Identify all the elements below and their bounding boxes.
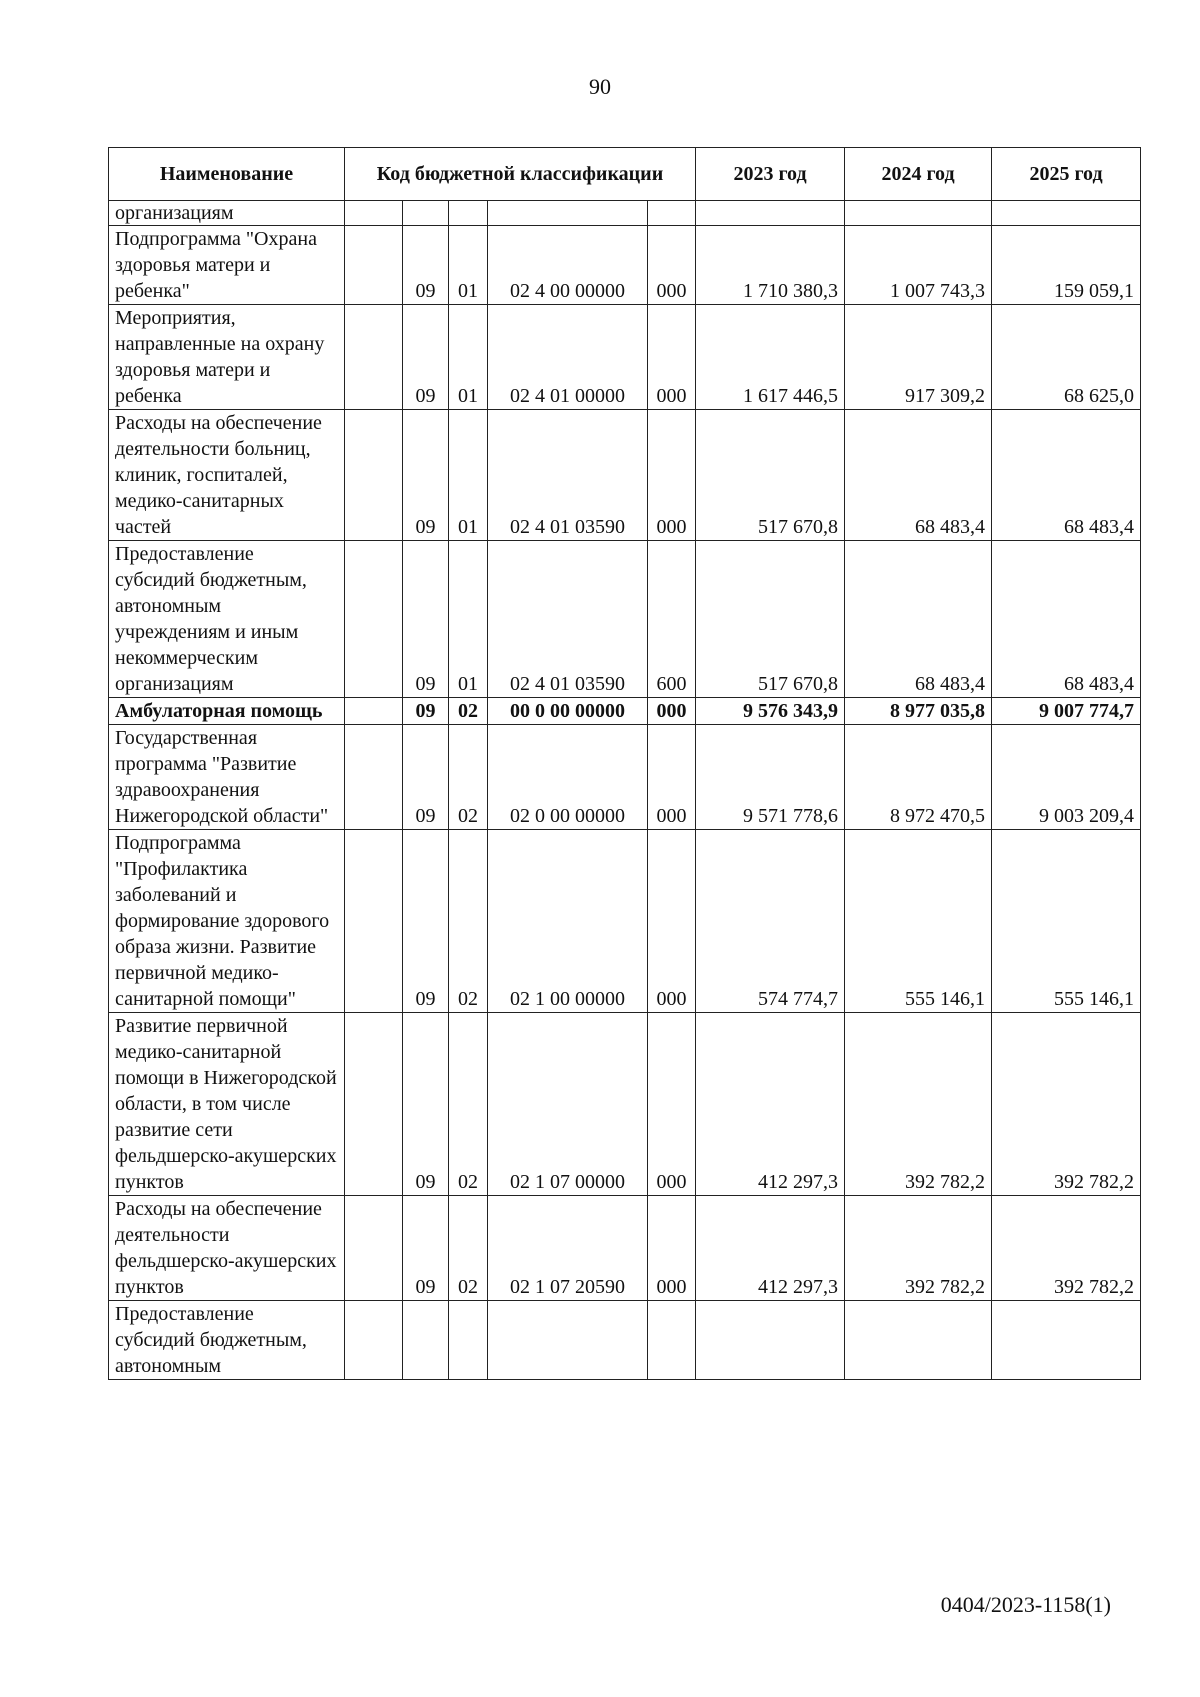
row-spacer — [345, 226, 403, 305]
header-name: Наименование — [109, 148, 345, 201]
row-spacer — [345, 1301, 403, 1380]
row-code-subsection: 02 — [449, 1196, 488, 1301]
row-name: Расходы на обеспечение деятельности больниц, клиник, госпиталей, медико-санитарных частей — [109, 410, 345, 541]
row-spacer — [345, 1196, 403, 1301]
row-value-2023: 517 670,8 — [696, 541, 845, 698]
row-spacer — [345, 1013, 403, 1196]
row-code-section: 09 — [403, 1013, 449, 1196]
header-2023: 2023 год — [696, 148, 845, 201]
row-value-2023: 412 297,3 — [696, 1013, 845, 1196]
row-value-2025: 68 625,0 — [992, 305, 1141, 410]
table-row — [109, 226, 1141, 305]
row-code-target: 02 1 07 00000 — [488, 1013, 648, 1196]
row-code-subsection: 01 — [449, 541, 488, 698]
table-row — [109, 830, 1141, 1013]
row-code-expense-type: 000 — [648, 410, 696, 541]
row-name: Мероприятия, направленные на охрану здоровья матери и ребенка — [109, 305, 345, 410]
row-spacer — [345, 410, 403, 541]
row-code-expense-type: 000 — [648, 698, 696, 725]
row-code-expense-type — [648, 201, 696, 226]
row-value-2025 — [992, 1301, 1141, 1380]
row-code-subsection: 01 — [449, 226, 488, 305]
row-code-section: 09 — [403, 410, 449, 541]
table-row — [109, 1196, 1141, 1301]
row-code-subsection: 02 — [449, 698, 488, 725]
row-value-2024: 392 782,2 — [845, 1196, 992, 1301]
row-code-section: 09 — [403, 305, 449, 410]
row-code-expense-type: 000 — [648, 725, 696, 830]
table-row — [109, 305, 1141, 410]
row-value-2025: 9 007 774,7 — [992, 698, 1141, 725]
row-spacer — [345, 830, 403, 1013]
row-spacer — [345, 201, 403, 226]
row-value-2025 — [992, 201, 1141, 226]
row-code-target: 02 1 07 20590 — [488, 1196, 648, 1301]
row-value-2023 — [696, 1301, 845, 1380]
header-2024: 2024 год — [845, 148, 992, 201]
row-name: Предоставление субсидий бюджетным, автономным — [109, 1301, 345, 1380]
row-code-subsection: 02 — [449, 725, 488, 830]
row-code-section — [403, 1301, 449, 1380]
table-row — [109, 725, 1141, 830]
table-body — [109, 201, 1141, 1380]
row-code-subsection: 01 — [449, 305, 488, 410]
row-value-2023: 9 576 343,9 — [696, 698, 845, 725]
row-value-2023: 9 571 778,6 — [696, 725, 845, 830]
row-value-2023: 1 617 446,5 — [696, 305, 845, 410]
row-spacer — [345, 725, 403, 830]
row-name: Подпрограмма "Охрана здоровья матери и ребенка" — [109, 226, 345, 305]
row-code-section: 09 — [403, 541, 449, 698]
row-code-target: 02 4 01 03590 — [488, 541, 648, 698]
row-value-2025: 9 003 209,4 — [992, 725, 1141, 830]
row-code-expense-type: 000 — [648, 1196, 696, 1301]
row-value-2024: 917 309,2 — [845, 305, 992, 410]
row-code-expense-type: 000 — [648, 226, 696, 305]
table-row — [109, 541, 1141, 698]
row-value-2024 — [845, 201, 992, 226]
row-code-section: 09 — [403, 226, 449, 305]
row-code-target: 02 0 00 00000 — [488, 725, 648, 830]
row-value-2025: 68 483,4 — [992, 410, 1141, 541]
row-name: Предоставление субсидий бюджетным, автономным учреждениям и иным некоммерческим организациям — [109, 541, 345, 698]
page-number: 90 — [589, 74, 611, 99]
row-name: Развитие первичной медико-санитарной помощи в Нижегородской области, в том числе развитие сети фельдшерско-акушерских пунктов — [109, 1013, 345, 1196]
row-value-2024: 68 483,4 — [845, 541, 992, 698]
row-code-expense-type: 000 — [648, 1013, 696, 1196]
row-code-subsection — [449, 201, 488, 226]
row-code-subsection: 02 — [449, 1013, 488, 1196]
row-name: Подпрограмма "Профилактика заболеваний и формирование здорового образа жизни. Развитие первичной медико-санитарной помощи" — [109, 830, 345, 1013]
document-code: 0404/2023-1158(1) — [940, 1592, 1111, 1617]
row-value-2025: 68 483,4 — [992, 541, 1141, 698]
header-2025: 2025 год — [992, 148, 1141, 201]
table-row — [109, 1013, 1141, 1196]
budget-table — [108, 147, 1141, 1380]
row-name: Расходы на обеспечение деятельности фельдшерско-акушерских пунктов — [109, 1196, 345, 1301]
row-spacer — [345, 698, 403, 725]
row-code-expense-type: 000 — [648, 830, 696, 1013]
row-code-target: 02 4 01 03590 — [488, 410, 648, 541]
row-name: Амбулаторная помощь — [109, 698, 345, 725]
row-code-target: 00 0 00 00000 — [488, 698, 648, 725]
row-code-target — [488, 1301, 648, 1380]
table-header-row — [109, 148, 1141, 201]
row-value-2025: 392 782,2 — [992, 1013, 1141, 1196]
table-row — [109, 410, 1141, 541]
row-code-subsection: 02 — [449, 830, 488, 1013]
row-value-2023: 412 297,3 — [696, 1196, 845, 1301]
row-value-2024: 8 977 035,8 — [845, 698, 992, 725]
row-code-section: 09 — [403, 1196, 449, 1301]
row-code-section: 09 — [403, 830, 449, 1013]
row-code-expense-type: 600 — [648, 541, 696, 698]
row-spacer — [345, 541, 403, 698]
row-name: Государственная программа "Развитие здравоохранения Нижегородской области" — [109, 725, 345, 830]
table-row — [109, 1301, 1141, 1380]
row-code-subsection: 01 — [449, 410, 488, 541]
row-value-2023: 574 774,7 — [696, 830, 845, 1013]
row-code-section: 09 — [403, 725, 449, 830]
row-name: организациям — [109, 201, 345, 226]
row-value-2024: 555 146,1 — [845, 830, 992, 1013]
row-value-2024: 68 483,4 — [845, 410, 992, 541]
row-code-target: 02 1 00 00000 — [488, 830, 648, 1013]
row-value-2024: 392 782,2 — [845, 1013, 992, 1196]
row-code-subsection — [449, 1301, 488, 1380]
table-row — [109, 698, 1141, 725]
row-value-2023: 1 710 380,3 — [696, 226, 845, 305]
row-code-expense-type: 000 — [648, 305, 696, 410]
row-value-2023 — [696, 201, 845, 226]
row-value-2025: 555 146,1 — [992, 830, 1141, 1013]
row-value-2024: 1 007 743,3 — [845, 226, 992, 305]
row-value-2024 — [845, 1301, 992, 1380]
row-code-section — [403, 201, 449, 226]
row-code-expense-type — [648, 1301, 696, 1380]
row-spacer — [345, 305, 403, 410]
row-value-2024: 8 972 470,5 — [845, 725, 992, 830]
row-code-target — [488, 201, 648, 226]
row-value-2025: 392 782,2 — [992, 1196, 1141, 1301]
row-value-2025: 159 059,1 — [992, 226, 1141, 305]
row-value-2023: 517 670,8 — [696, 410, 845, 541]
row-code-section: 09 — [403, 698, 449, 725]
row-code-target: 02 4 00 00000 — [488, 226, 648, 305]
header-code: Код бюджетной классификации — [345, 148, 696, 201]
row-code-target: 02 4 01 00000 — [488, 305, 648, 410]
table-row — [109, 201, 1141, 226]
